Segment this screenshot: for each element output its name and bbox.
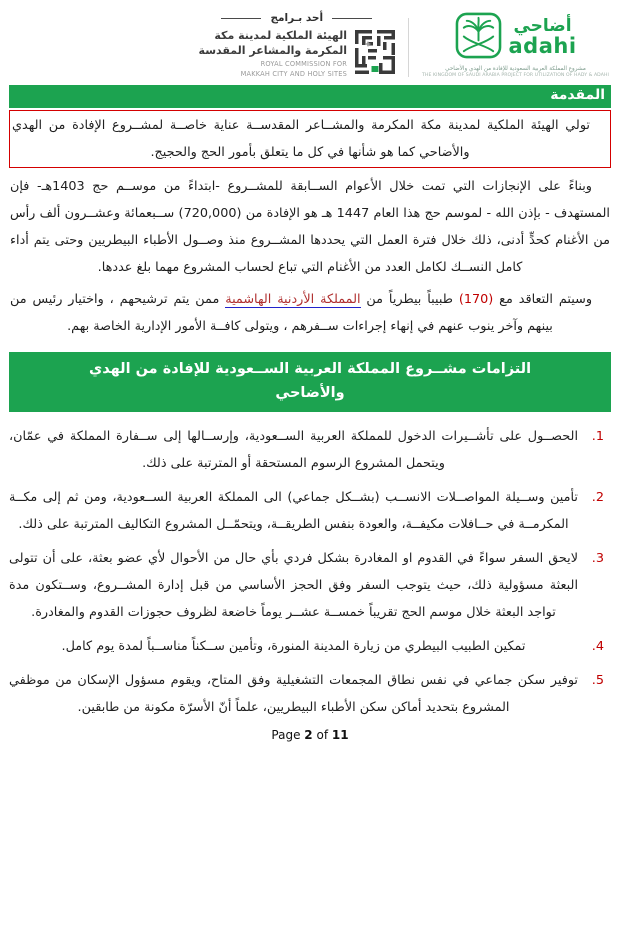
commission-name-en-line1: ROYAL COMMISSION FOR [260, 59, 348, 68]
intro-paragraph-3 [10, 286, 610, 340]
program-label-row [221, 12, 372, 24]
program-label: أحد بـرامج [270, 12, 324, 24]
section-title-introduction: المقدمة [9, 85, 611, 108]
adahi-taglines [422, 66, 609, 79]
adahi-tagline-arabic: مشروع المملكة العربية السعودية للإفادة من الهدي والأضاحي [445, 66, 586, 72]
page-header [9, 10, 611, 85]
paragraph-text: طبيباً بيطرياً من [360, 292, 459, 308]
commission-name-ar-line1: الهيئة الملكية لمدينة مكة [214, 29, 348, 42]
divider-dash-left [221, 18, 261, 19]
palm-swords-emblem-icon [455, 12, 502, 63]
adahi-wordmark-latin: adahi [508, 33, 577, 58]
commission-names [199, 28, 347, 79]
adahi-wordmark-arabic: أضاحي [513, 16, 572, 37]
list-item-text: توفير سكن جماعي في نفس نطاق المجمعات التشغيلية وفق المتاح، ويقوم مسؤول الإسكان من موظفي المشروع بتحديد أماكن سكن الأطباء البيطريين، علماً أنّ الأسرّة مكونة من طابقين. [9, 673, 578, 716]
list-item [9, 484, 611, 538]
total-pages-number: 11 [331, 728, 349, 743]
jordan-kingdom-link[interactable]: المملكة الأردنية الهاشمية [225, 292, 361, 308]
commission-row [199, 28, 395, 79]
section-title-obligations: التزامات مشــروع المملكة العربية الســعودية للإفادة من الهدي والأضاحي [9, 352, 611, 412]
list-item-number: 4. [591, 639, 604, 655]
intro-paragraph-1: تولي الهيئة الملكية لمدينة مكة المكرمة والمشــاعر المقدســة عناية خاصــة لمشــروع الإفادة من الهدي والأضاحي كما هو شأنها في كل ما يتعلق بأمور الحج والحجيج. [12, 118, 590, 161]
page-footer [9, 728, 611, 742]
document-body [9, 110, 611, 721]
paragraph-text: ممن يتم ترشيحهم ، واختيار رئيس من بينهم وآخر ينوب عنهم في إنهاء إجراءات ســفرهم ، ويتولى كافــة الأمور الإدارية الخاصة بهم. [10, 292, 553, 335]
header-vertical-divider [408, 18, 409, 77]
paragraph-text: وسيتم التعاقد مع [493, 292, 593, 308]
list-item-text: لايحق السفر سواءً في القدوم او المغادرة بشكل فردي بأي حال من الأحوال لأي عضو بعثة، على أن تتولى البعثة مسؤولية ذلك، حيث يتوجب السفر وفق الحجز الأساسي من قبل إدارة المشــروع، وســتكون مدة تواجد البعثة خلال موسم الحج تقريباً خمســة عشــر يوماً خاضعة لظروف حجوزات القدوم والمغادرة. [9, 551, 578, 621]
adahi-wordmark [509, 18, 577, 57]
of-label: of [312, 728, 332, 743]
list-item-number: 1. [591, 429, 604, 445]
veterinarians-count: (170) [458, 292, 494, 308]
list-item-text: الحصــول على تأشــيرات الدخول للمملكة العربية الســعودية، وإرســالها إلى ســفارة المملكة في عمّان، ويتحمل المشروع الرسوم المستحقة أو المترتبة على ذلك. [9, 429, 578, 472]
highlighted-paragraph-frame [9, 110, 611, 168]
list-item [9, 545, 611, 626]
divider-dash-right [332, 18, 372, 19]
obligations-list [9, 423, 611, 721]
adahi-logo-block [422, 12, 609, 79]
intro-paragraph-2: وبناءً على الإنجازات التي تمت خلال الأعوام الســابقة للمشــروع -ابتداءً من موســم حج 1403هـ- فإن المستهدف - بإذن الله - لموسم حج هذا العام 1447 هـ هو الإفادة من (720,000) ســبعمائة وعشــرون ألف رأس من الأغنام كحدٍّ أدنى، ذلك خلال فترة العمل التي يحددها المشــروع منذ وصــول الأطباء البيطريين وحتى يتم أداء كامل النســك لكامل العدد من الأغنام التي تباع لحساب المشروع مهما بلغ عددها. [10, 179, 610, 276]
list-item [9, 423, 611, 477]
adahi-logo-row [455, 12, 577, 63]
commission-name-ar-line2: المكرمة والمشاعر المقدسة [198, 44, 348, 58]
commission-name-en-line2: MAKKAH CITY AND HOLY SITES [240, 70, 348, 78]
list-item-number: 5. [591, 673, 604, 689]
list-item [9, 667, 611, 721]
royal-commission-logo-icon [355, 30, 395, 78]
adahi-tagline-english: THE KINGDOM OF SAUDI ARABIA PROJECT FOR UTILIZATION OF HADY & ADAHI [422, 73, 609, 79]
list-item [9, 633, 611, 660]
current-page-number: 2 [304, 728, 313, 743]
list-item-text: تمكين الطبيب البيطري من زيارة المدينة المنورة، وتأمين ســكناً مناســباً لمدة يوم كامل. [61, 639, 526, 655]
page-label: Page [271, 728, 305, 743]
list-item-number: 3. [591, 551, 604, 567]
royal-commission-block [199, 12, 395, 79]
star-shape [365, 41, 372, 47]
list-item-number: 2. [591, 490, 604, 506]
list-item-text: تأمين وســيلة المواصــلات الانســب (بشــكل جماعي) الى المملكة العربية الســعودية، ومن ثم إلى مكــة المكرمــة في حــافلات مكيفــة، والعودة بنفس الطريقــة، ويتحمّــل المشروع التكاليف المترتبة على ذلك. [9, 490, 578, 533]
